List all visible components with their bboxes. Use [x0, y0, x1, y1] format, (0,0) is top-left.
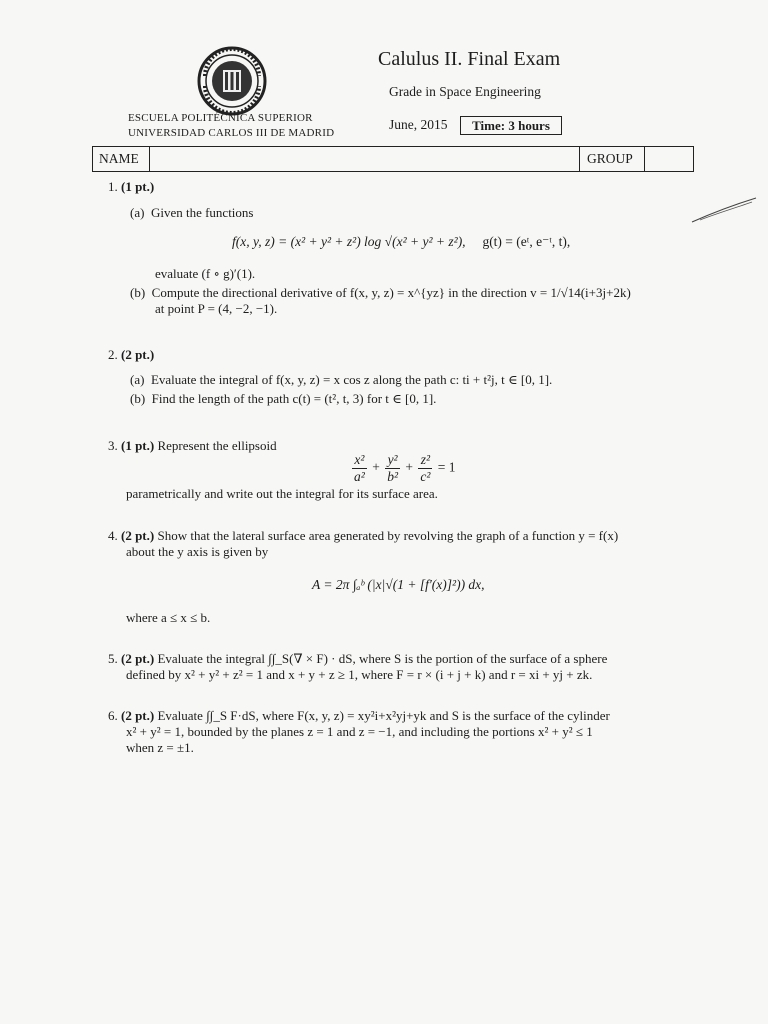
university-seal-icon	[197, 46, 267, 116]
name-group-row	[92, 146, 694, 172]
q2b: (b) Find the length of the path c(t) = (t², t, 3) for t ∈ [0, 1].	[130, 391, 437, 406]
q6-line2: x² + y² = 1, bounded by the planes z = 1 and z = −1, and including the portions x² + y² ≤ 1	[126, 724, 593, 739]
q1-header: 1. (1 pt.)	[108, 179, 155, 194]
q1a-formula: f(x, y, z) = (x² + y² + z²) log √(x² + y² + z²), g(t) = (eᵗ, e⁻ᵗ, t),	[232, 234, 571, 249]
q1b-line2: at point P = (4, −2, −1).	[155, 301, 278, 316]
q4-line1: 4. (2 pt.) Show that the lateral surface area generated by revolving the graph of a function y = f(x)	[108, 528, 619, 543]
q2-header: 2. (2 pt.)	[108, 347, 155, 362]
university-name: UNIVERSIDAD CARLOS III DE MADRID	[128, 127, 335, 139]
q6-line3: when z = ±1.	[126, 740, 194, 755]
q3-header: 3. (1 pt.) Represent the ellipsoid	[108, 438, 277, 453]
q3-text: parametrically and write out the integral for its surface area.	[126, 486, 438, 501]
q1b-line1: (b) Compute the directional derivative of f(x, y, z) = x^{yz} in the direction v = 1/√14(i+3j+2k)	[130, 285, 631, 300]
group-label: GROUP	[587, 151, 633, 166]
name-field[interactable]	[151, 147, 579, 171]
time-box: Time: 3 hours	[460, 116, 562, 135]
q4-line2: about the y axis is given by	[126, 544, 269, 559]
page-title: Calulus II. Final Exam	[378, 48, 561, 70]
school-name: ESCUELA POLITÉCNICA SUPERIOR	[128, 112, 313, 124]
q6-line1: 6. (2 pt.) Evaluate ∫∫_S F·dS, where F(x, y, z) = xy²i+x²yj+yk and S is the surface of the cylinder	[108, 708, 610, 723]
q4-where: where a ≤ x ≤ b.	[126, 610, 211, 625]
q2a: (a) Evaluate the integral of f(x, y, z) = x cos z along the path c: ti + t²j, t ∈ [0, 1].	[130, 372, 553, 387]
group-field[interactable]	[646, 147, 692, 171]
q5-line2: defined by x² + y² + z² = 1 and x + y + z ≥ 1, where F = r × (i + j + k) and r = xi + yj + zk.	[126, 667, 593, 682]
q4-formula: A = 2π ∫ₐᵇ (|x|√(1 + [f′(x)]²)) dx,	[312, 577, 485, 592]
q1a-intro: (a) Given the functions	[130, 205, 254, 220]
q3-ellipsoid-equation: $\frac{\text{x²}}{\text{a²}}$ + $\frac{\text{y²}}{\text{b²}}$ + $\frac{\text{z²}}{\text{c²}}$ = 1	[354, 452, 456, 484]
q1a-evaluate: evaluate (f ∘ g)′(1).	[155, 266, 256, 281]
name-label: NAME	[99, 151, 139, 166]
divider	[579, 147, 580, 171]
pen-mark	[690, 192, 760, 227]
q5-line1: 5. (2 pt.) Evaluate the integral ∫∫_S(∇ × F) · dS, where S is the portion of the surface of a sphere	[108, 651, 608, 666]
page-subtitle: Grade in Space Engineering	[389, 84, 541, 99]
exam-date: June, 2015	[389, 117, 448, 132]
